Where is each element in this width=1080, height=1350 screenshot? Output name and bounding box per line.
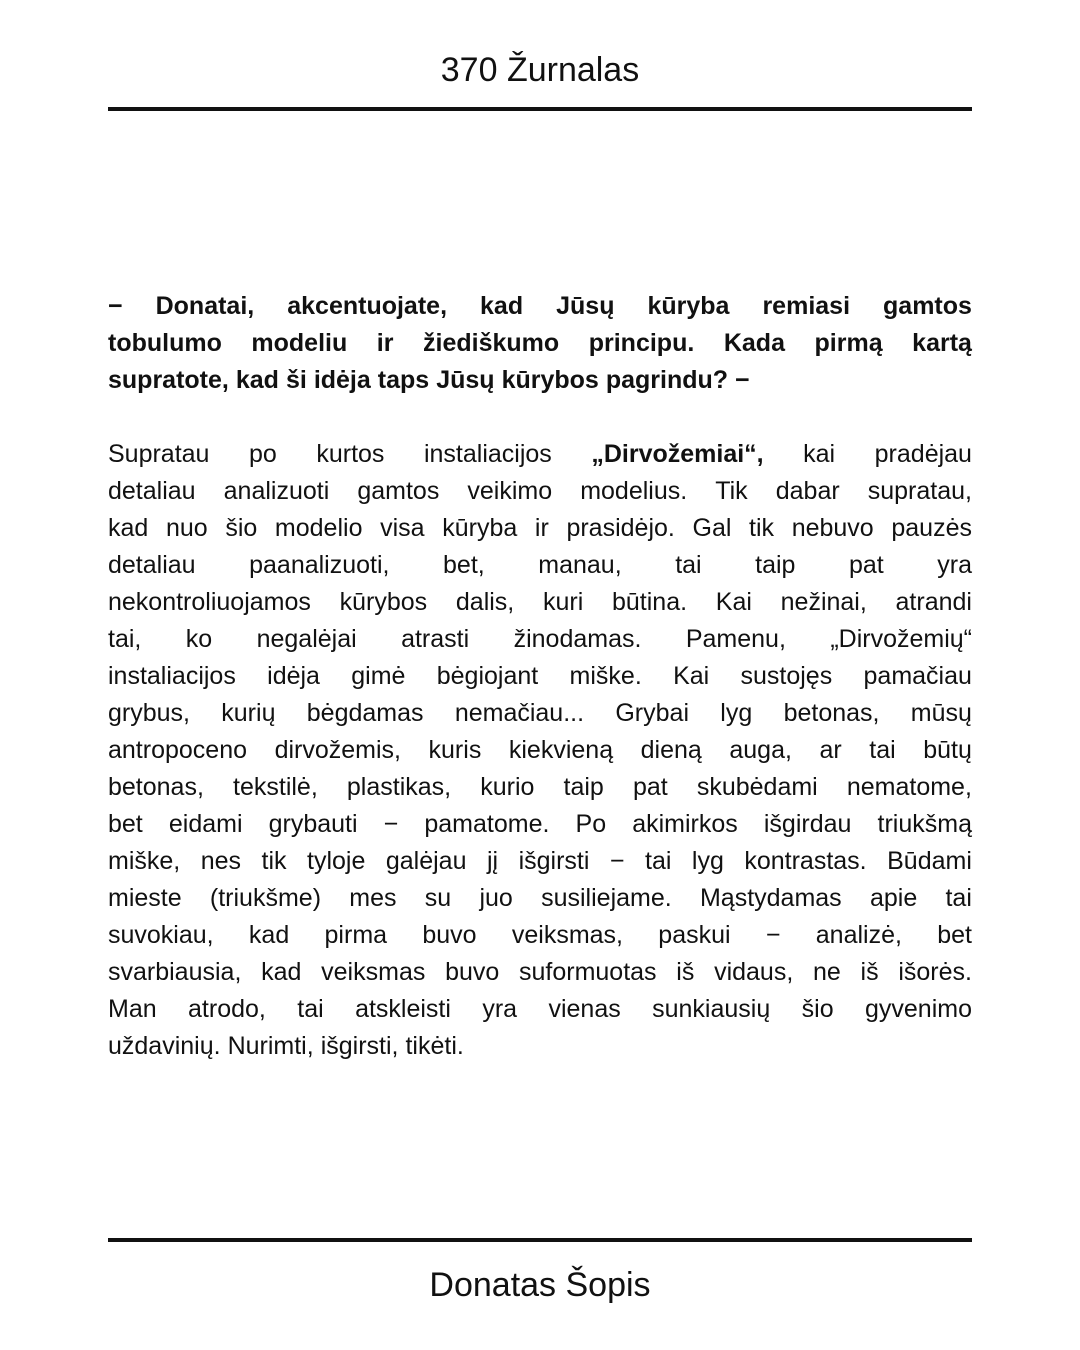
- question-line: − Donatai, akcentuojate, kad Jūsų kūryba remiasi gamtos: [108, 292, 972, 320]
- answer-line: antropoceno dirvožemis, kuris kiekvieną dieną auga, ar tai būtų: [108, 736, 972, 764]
- answer-line: Man atrodo, tai atskleisti yra vienas sunkiausių šio gyvenimo: [108, 995, 972, 1023]
- magazine-title: 370 Žurnalas: [440, 51, 640, 89]
- installation-title: „Dirvožemiai“,: [591, 440, 764, 468]
- answer-line: detaliau paanalizuoti, bet, manau, tai taip pat yra: [108, 551, 972, 579]
- header-divider: [108, 107, 972, 111]
- answer-line: suvokiau, kad pirma buvo veiksmas, paskui − analizė, bet: [108, 921, 972, 949]
- answer-line: instaliacijos idėja gimė bėgiojant miške. Kai sustojęs pamačiau: [108, 662, 972, 690]
- question-line: supratote, kad ši idėja taps Jūsų kūrybos pagrindu? −: [108, 366, 750, 394]
- answer-line: miške, nes tik tyloje galėjau jį išgirsti − tai lyg kontrastas. Būdami: [108, 847, 972, 875]
- interview-question: [108, 288, 972, 399]
- answer-line: betonas, tekstilė, plastikas, kurio taip pat skubėdami nematome,: [108, 773, 972, 801]
- answer-line: nekontroliuojamos kūrybos dalis, kuri būtina. Kai nežinai, atrandi: [108, 588, 972, 616]
- interview-answer: [108, 436, 972, 1065]
- answer-line: bet eidami grybauti − pamatome. Po akimirkos išgirdau triukšmą: [108, 810, 972, 838]
- answer-line: svarbiausia, kad veiksmas buvo suformuotas iš vidaus, ne iš išorės.: [108, 958, 972, 986]
- answer-line: uždavinių. Nurimti, išgirsti, tikėti.: [108, 1032, 464, 1060]
- question-line: tobulumo modeliu ir žiediškumo principu. Kada pirmą kartą: [108, 329, 972, 357]
- answer-first-line: Supratau po kurtos instaliacijos „Dirvožemiai“, kai pradėjau: [108, 436, 972, 473]
- answer-line: grybus, kurių bėgdamas nemačiau... Grybai lyg betonas, mūsų: [108, 699, 972, 727]
- answer-line: mieste (triukšme) mes su juo susiliejame. Mąstydamas apie tai: [108, 884, 972, 912]
- footer-divider: [108, 1238, 972, 1242]
- author-name: Donatas Šopis: [429, 1266, 651, 1304]
- answer-line: kad nuo šio modelio visa kūryba ir prasidėjo. Gal tik nebuvo pauzės: [108, 514, 972, 542]
- answer-line: detaliau analizuoti gamtos veikimo modelius. Tik dabar supratau,: [108, 477, 972, 505]
- answer-line: tai, ko negalėjai atrasti žinodamas. Pamenu, „Dirvožemių“: [108, 625, 972, 653]
